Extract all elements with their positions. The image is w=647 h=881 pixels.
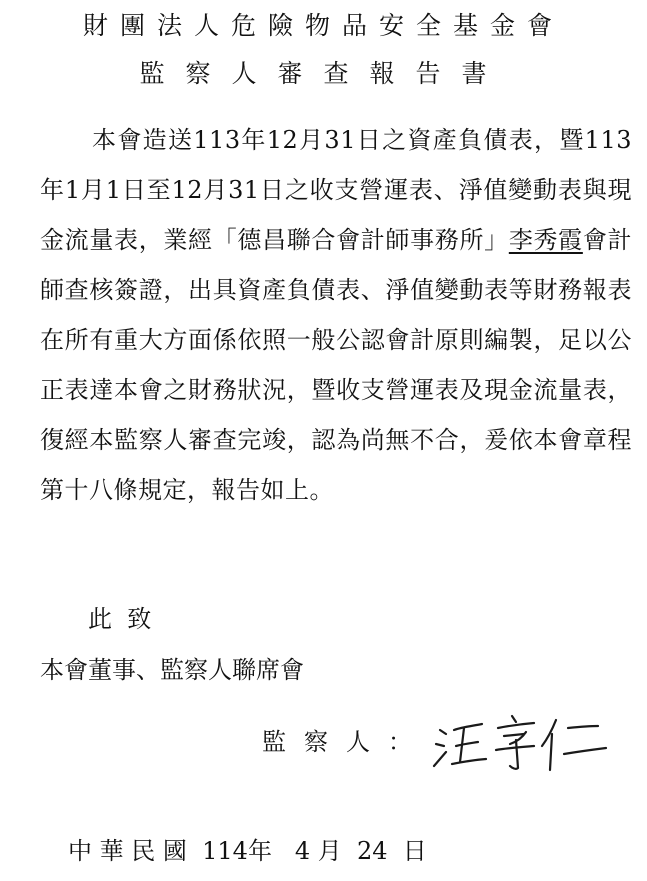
report-body — [40, 115, 632, 515]
report-body-part-2: 會計師查核簽證，出具資產負債表、淨值變動表等財務報表在所有重大方面係依照一般公認會計原則編製，足以公正表達本會之財務狀況，暨收支營運表及現金流量表，復經本監察人審查完竣，認為尚無不合，爰依本會章程第十八條規定，報告如上。 — [40, 226, 633, 504]
recipient: 本會董事、監察人聯席會 — [40, 656, 304, 684]
document-title-line-2: 監察人審查報告書 — [139, 59, 508, 88]
salutation: 此 致 — [88, 605, 152, 633]
signer-label: 監察人： — [262, 728, 430, 756]
handwritten-signature — [430, 710, 610, 774]
report-body-part-1: 本會造送113年12月31日之資產負債表，暨113年1月1日至12月31日之收支營運表、淨值變動表與現金流量表，業經「德昌聯合會計師事務所」 — [40, 126, 632, 254]
accountant-name: 李秀霞 — [508, 226, 583, 254]
document-date: 中 華 民 國 114年 4 月 24 日 — [68, 837, 427, 865]
document-title-line-1: 財團法人危險物品安全基金會 — [82, 11, 564, 40]
